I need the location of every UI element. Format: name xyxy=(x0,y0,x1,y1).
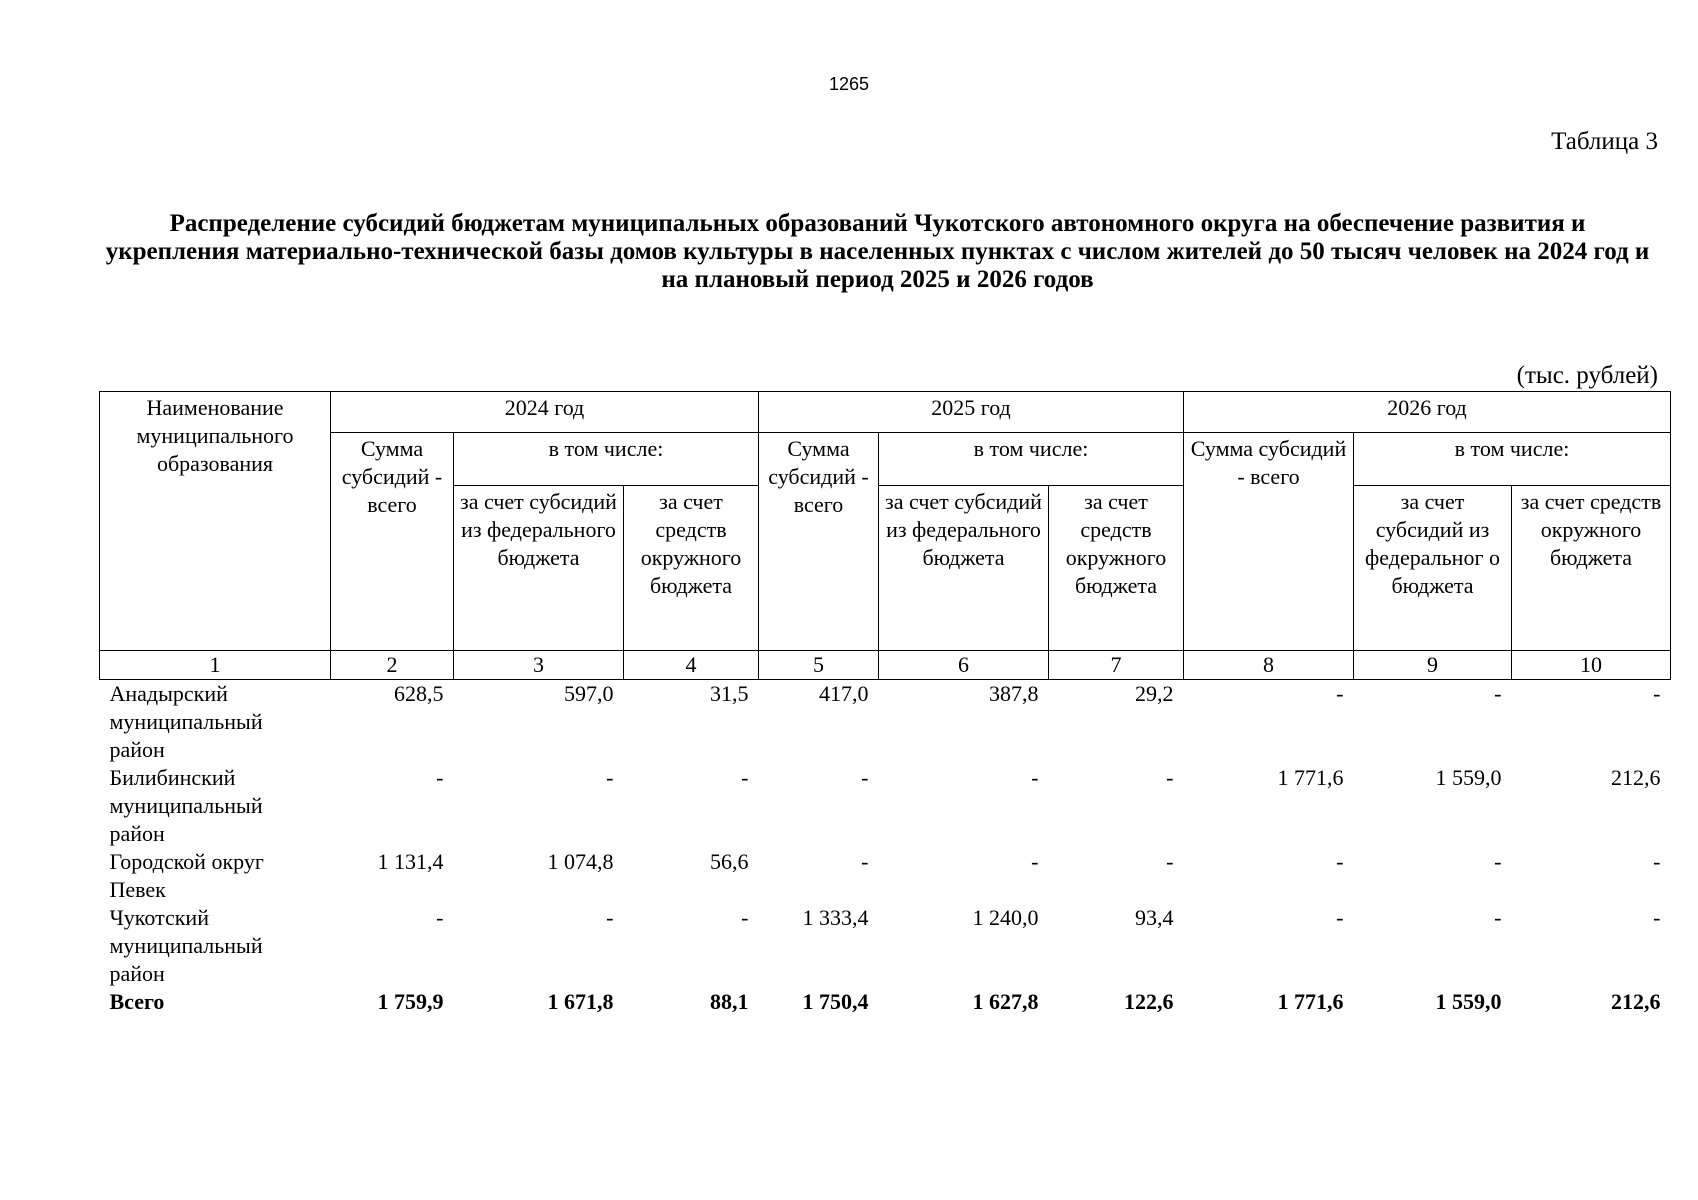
table-cell: 1 240,0 xyxy=(972,905,1039,930)
table-cell: - xyxy=(1494,905,1502,930)
subsidy-table xyxy=(99,391,1671,1016)
table-row xyxy=(100,848,1671,904)
table-row xyxy=(100,904,1671,988)
page-number: 1265 xyxy=(828,74,870,94)
column-number: 3 xyxy=(454,651,624,680)
table-cell: - xyxy=(1166,849,1174,874)
table-cell: 417,0 xyxy=(819,681,869,706)
total-cell: 1 627,8 xyxy=(972,989,1039,1014)
table-cell: 1 131,4 xyxy=(377,849,444,874)
header-year-2024: 2024 год xyxy=(331,392,759,433)
total-cell: 88,1 xyxy=(710,989,749,1014)
table-cell: - xyxy=(1653,849,1661,874)
municipality-name: Анадырский муниципальный район xyxy=(109,681,263,762)
header-year-2025: 2025 год xyxy=(759,392,1184,433)
table-cell: 1 559,0 xyxy=(1435,765,1502,790)
municipality-name: Чукотский муниципальный район xyxy=(109,905,263,986)
table-cell: - xyxy=(1494,849,1502,874)
header-name-column: Наименование муниципального образования xyxy=(100,392,331,651)
column-number: 1 xyxy=(100,651,331,680)
table-cell: - xyxy=(1653,681,1661,706)
table-cell: - xyxy=(1031,765,1039,790)
table-cell: - xyxy=(1494,681,1502,706)
table-cell: 597,0 xyxy=(564,681,614,706)
total-cell: 1 671,8 xyxy=(547,989,614,1014)
table-cell: - xyxy=(606,905,614,930)
table-cell: 628,5 xyxy=(394,681,444,706)
total-cell: 122,6 xyxy=(1124,989,1174,1014)
table-cell: - xyxy=(606,765,614,790)
header-federal-2025: за счет субсидий из федерального бюджета xyxy=(879,486,1049,651)
header-federal-2024: за счет субсидий из федерального бюджета xyxy=(454,486,624,651)
header-including-2026: в том числе: xyxy=(1354,433,1671,486)
column-number: 6 xyxy=(879,651,1049,680)
total-cell: 1 771,6 xyxy=(1277,989,1344,1014)
header-year-2026: 2026 год xyxy=(1184,392,1671,433)
table-cell: 212,6 xyxy=(1611,765,1661,790)
table-cell: - xyxy=(436,905,444,930)
table-cell: 93,4 xyxy=(1135,905,1174,930)
table-cell: 1 074,8 xyxy=(547,849,614,874)
total-cell: 1 750,4 xyxy=(802,989,869,1014)
table-label: Таблица 3 xyxy=(1551,128,1658,155)
table-cell: 1 771,6 xyxy=(1277,765,1344,790)
column-number: 7 xyxy=(1049,651,1184,680)
table-cell: 31,5 xyxy=(710,681,749,706)
column-number: 4 xyxy=(624,651,759,680)
table-cell: 387,8 xyxy=(989,681,1039,706)
table-cell: - xyxy=(436,765,444,790)
total-row xyxy=(100,988,1671,1016)
document-title: Распределение субсидий бюджетам муниципальных образований Чукотского автономного округа на обеспечение развития и укрепления материально-технической базы домов культуры в населенных пунктах с числом жителей до 50 тысяч человек на 2024 год и на плановый период 2025 и 2026 годов xyxy=(105,210,1650,293)
header-federal-2026: за счет субсидий из федеральног о бюджета xyxy=(1354,486,1512,651)
municipality-name: Городской округ Певек xyxy=(109,849,264,902)
total-cell: 1 759,9 xyxy=(377,989,444,1014)
header-sum-total-2024: Сумма субсидий - всего xyxy=(331,433,454,651)
municipality-name: Билибинский муниципальный район xyxy=(109,765,263,846)
total-cell: 212,6 xyxy=(1611,989,1661,1014)
header-district-2025: за счет средств окружного бюджета xyxy=(1049,486,1184,651)
table-cell: - xyxy=(1336,681,1344,706)
table-cell: - xyxy=(861,849,869,874)
table-cell: - xyxy=(1166,765,1174,790)
header-sum-total-2026: Сумма субсидий - всего xyxy=(1184,433,1354,651)
table-cell: - xyxy=(1031,849,1039,874)
total-cell: 1 559,0 xyxy=(1435,989,1502,1014)
table-row xyxy=(100,680,1671,765)
table-cell: - xyxy=(861,765,869,790)
table-cell: - xyxy=(1336,849,1344,874)
column-number: 8 xyxy=(1184,651,1354,680)
header-including-2025: в том числе: xyxy=(879,433,1184,486)
table-cell: 29,2 xyxy=(1135,681,1174,706)
table-cell: 1 333,4 xyxy=(802,905,869,930)
column-number: 9 xyxy=(1354,651,1512,680)
table-cell: 56,6 xyxy=(710,849,749,874)
units-label: (тыс. рублей) xyxy=(1516,362,1658,389)
column-number: 10 xyxy=(1512,651,1671,680)
table-cell: - xyxy=(1653,905,1661,930)
table-cell: - xyxy=(1336,905,1344,930)
column-number: 2 xyxy=(331,651,454,680)
header-district-2026: за счет средств окружного бюджета xyxy=(1512,486,1671,651)
column-number: 5 xyxy=(759,651,879,680)
header-district-2024: за счет средств окружного бюджета xyxy=(624,486,759,651)
header-including-2024: в том числе: xyxy=(454,433,759,486)
table-cell: - xyxy=(741,905,749,930)
header-sum-total-2025: Сумма субсидий - всего xyxy=(759,433,879,651)
table-row xyxy=(100,764,1671,848)
table-cell: - xyxy=(741,765,749,790)
total-label: Всего xyxy=(109,989,165,1014)
